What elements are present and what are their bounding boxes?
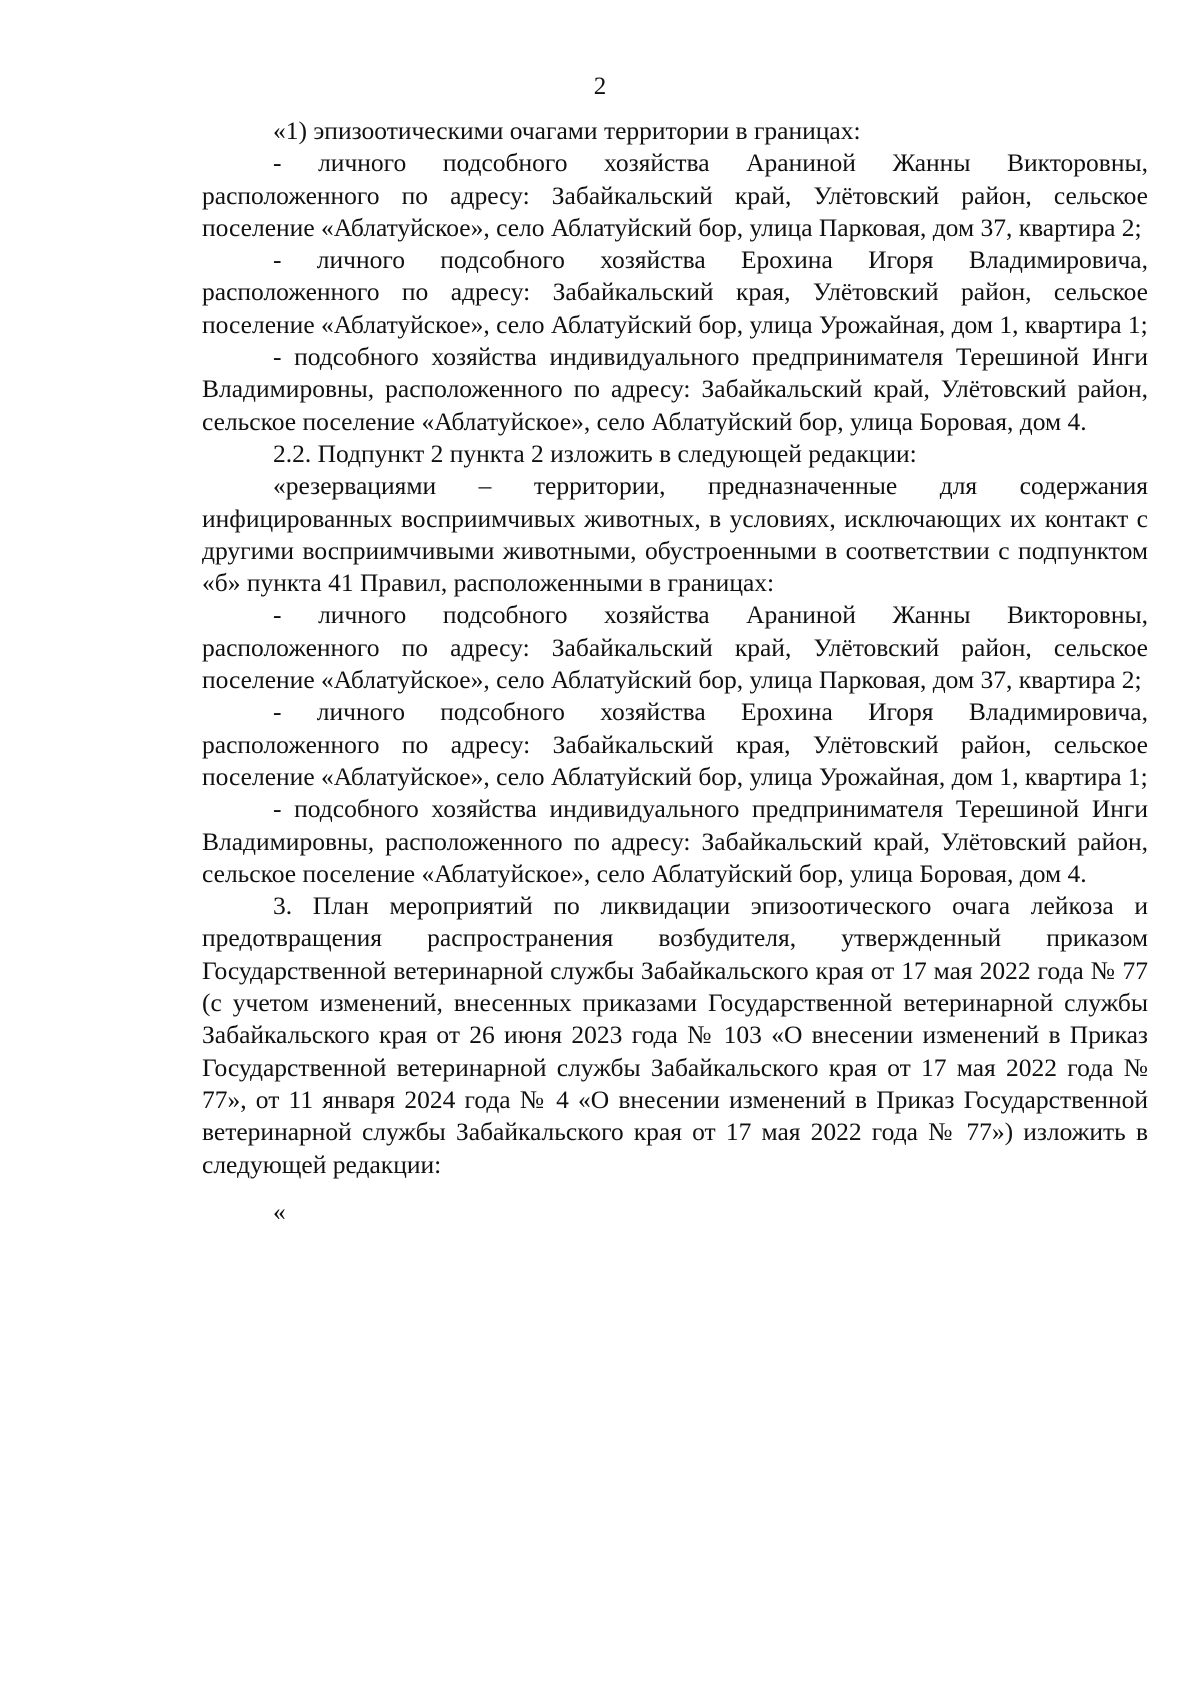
paragraph-clause-3-plan: 3. План мероприятий по ликвидации эпизоотического очага лейкоза и предотвращения распространения возбудителя, утвержденный приказом Государственной ветеринарной службы Забайкальского края от 17 мая 2022 года № 77 (с учетом изменений, внесенных приказами Государственной ветеринарной службы Забайкальского края от 26 июня 2023 года № 103 «О внесении изменений в Приказ Государственной ветеринарной службы Забайкальского края от 17 мая 2022 года № 77», от 11 января 2024 года № 4 «О внесении изменений в Приказ Государственной ветеринарной службы Забайкальского края от 17 мая 2022 года № 77») изложить в следующей редакции: bbox=[202, 891, 1148, 1179]
paragraph-subpoint-1-heading: «1) эпизоотическими очагами территории в границах: bbox=[273, 116, 861, 145]
paragraph-aranina-household-reservation: - личного подсобного хозяйства Араниной Жанны Викторовны, расположенного по адресу: Забайкальский край, Улётовский район, сельское поселение «Аблатуйское», село Аблатуйский бор, улица Парковая, дом 37, квартира 2; bbox=[202, 600, 1148, 695]
paragraph-aranina-household: - личного подсобного хозяйства Араниной Жанны Викторовны, расположенного по адресу: Забайкальский край, Улётовский район, сельское поселение «Аблатуйское», село Аблатуйский бор, улица Парковая, дом 37, квартира 2; bbox=[202, 148, 1148, 242]
paragraph-tereshina-household-reservation: - подсобного хозяйства индивидуального предпринимателя Терешиной Инги Владимировны, расположенного по адресу: Забайкальский край, Улётовский район, сельское поселение «Аблатуйское», село Аблатуйский бор, улица Боровая, дом 4. bbox=[202, 794, 1148, 888]
opening-quote-mark: « bbox=[273, 1196, 286, 1226]
paragraph-erokhin-household: - личного подсобного хозяйства Ерохина Игоря Владимировича, расположенного по адресу: Забайкальский края, Улётовский район, сельское поселение «Аблатуйское», село Аблатуйский бор, улица Урожайная, дом 1, квартира 1; bbox=[202, 245, 1148, 339]
document-body bbox=[202, 115, 1148, 1228]
paragraph-clause-2-2: 2.2. Подпункт 2 пункта 2 изложить в следующей редакции: bbox=[273, 438, 917, 468]
paragraph-erokhin-household-reservation: - личного подсобного хозяйства Ерохина Игоря Владимировича, расположенного по адресу: Забайкальский края, Улётовский район, сельское поселение «Аблатуйское», село Аблатуйский бор, улица Урожайная, дом 1, квартира 1; bbox=[202, 697, 1148, 791]
paragraph-reservations-definition: «резервациями – территории, предназначенные для содержания инфицированных восприимчивых животных, в условиях, исключающих их контакт с другими восприимчивыми животными, обустроенными в соответствии с подпунктом «б» пункта 41 Правил, расположенными в границах: bbox=[202, 471, 1148, 598]
page-number: 2 bbox=[593, 73, 607, 100]
paragraph-tereshina-household: - подсобного хозяйства индивидуального предпринимателя Терешиной Инги Владимировны, расположенного по адресу: Забайкальский край, Улётовский район, сельское поселение «Аблатуйское», село Аблатуйский бор, улица Боровая, дом 4. bbox=[202, 342, 1148, 436]
